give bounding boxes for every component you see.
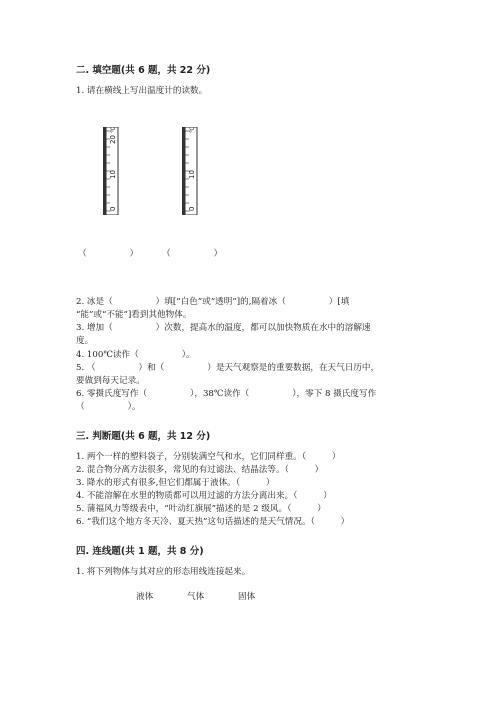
thermometer-left — [100, 127, 124, 215]
question-2-line-1: 2. 冰是（ ）填[“白色”或“透明”]的,隔着冰（ ）[填 — [76, 297, 350, 307]
matching-question-1: 1. 将下列物体与其对应的形态用线连接起来。 — [76, 567, 251, 577]
therm-right-unit: ℃ — [189, 127, 196, 133]
question-5-line-2: 要做到每天记录。 — [76, 376, 145, 386]
thermometer-right — [179, 127, 203, 215]
question-1-text: 1. 请在横线上写出温度计的读数。 — [76, 86, 208, 96]
state-solid: 固体 — [238, 592, 256, 602]
therm-left-tick-20: 20 — [109, 135, 117, 144]
section-heading-true-false: 三. 判断题(共 6 题，共 12 分) — [76, 431, 211, 442]
tf-item-2: 2. 混合物分离方法很多，常见的有过滤法、结晶法等。（ ） — [76, 465, 324, 475]
question-2-line-2: “能”或“不能”]看到其他物体。 — [76, 310, 192, 320]
question-3-line-2: 度。 — [76, 336, 94, 346]
tf-item-4: 4. 不能溶解在水里的物质都可以用过滤的方法分离出来。（ ） — [76, 491, 332, 501]
therm-left-unit: ℃ — [110, 127, 117, 133]
therm-left-tick-0: 0 — [109, 206, 117, 211]
question-4: 4. 100℃读作（ ）。 — [76, 350, 195, 360]
section-heading-fill-in: 二. 填空题(共 6 题，共 22 分) — [76, 65, 211, 76]
tf-item-5: 5. 蒲福风力等级表中，“叶动红旗展”描述的是 2 级风。（ ） — [76, 504, 326, 514]
tf-item-6: 6. “我们这个地方冬天冷、夏天热”这句话描述的是天气情况。（ ） — [76, 517, 350, 527]
tf-item-3: 3. 降水的形式有很多,但它们都属于液体。（ ） — [76, 478, 275, 488]
question-5-line-1: 5. （ ）和（ ）是天气观察是的重要数据，在天气日历中， — [76, 363, 380, 373]
answer-blank-left: （ ） — [78, 249, 139, 259]
question-3-line-1: 3. 增加（ ）次数，提高水的温度，都可以加快物质在水中的溶解速 — [76, 323, 371, 333]
therm-left-tick-10: 10 — [109, 170, 117, 179]
tf-item-1: 1. 两个一样的塑料袋子，分别装满空气和水，它们同样重。（ ） — [76, 452, 341, 462]
therm-right-tick-0: 0 — [188, 206, 196, 211]
state-liquid: 液体 — [136, 592, 154, 602]
question-6-line-1: 6. 零摄氏度写作（ ），38℃读作（ ），零下 8 摄氏度写作 — [76, 389, 377, 399]
section-heading-matching: 四. 连线题(共 1 题，共 8 分) — [76, 546, 204, 557]
therm-right-tick-10: 10 — [188, 170, 196, 179]
answer-blank-right: （ ） — [162, 249, 223, 259]
question-6-line-2: （ ）。 — [76, 402, 141, 412]
state-gas: 气体 — [187, 592, 205, 602]
